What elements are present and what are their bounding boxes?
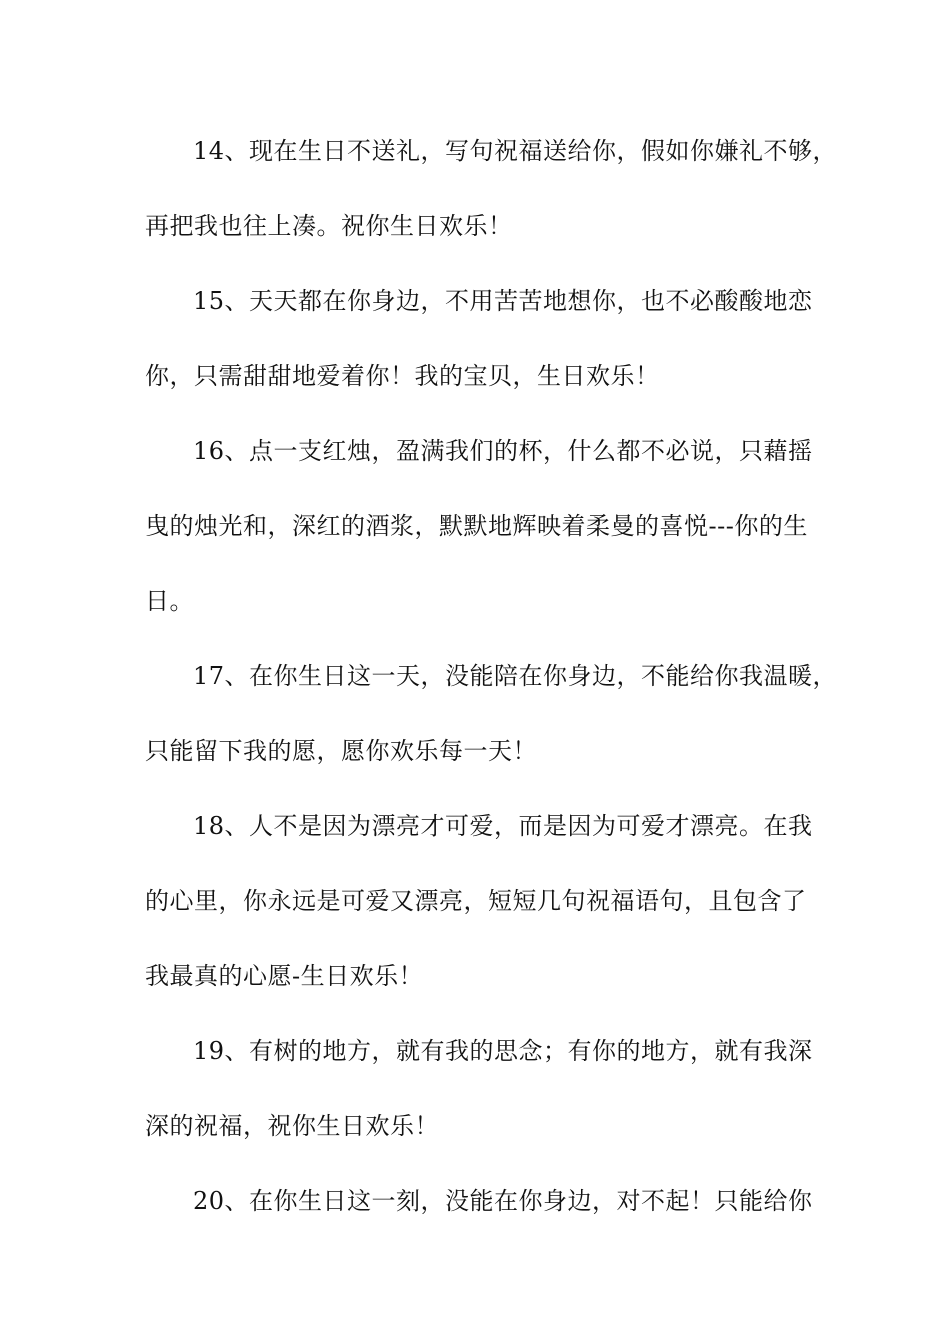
paragraph-14-line-1: 14、现在生日不送礼，写句祝福送给你，假如你嫌礼不够， <box>193 137 838 165</box>
paragraph-18-line-1: 18、人不是因为漂亮才可爱，而是因为可爱才漂亮。在我 <box>193 812 813 840</box>
paragraph-19-line-2: 深的祝福，祝你生日欢乐！ <box>145 1112 439 1140</box>
paragraph-14-line-2: 再把我也往上凑。祝你生日欢乐！ <box>145 212 513 240</box>
paragraph-15-line-2: 你，只需甜甜地爱着你！我的宝贝，生日欢乐！ <box>145 362 660 390</box>
paragraph-15-line-1: 15、天天都在你身边，不用苦苦地想你，也不必酸酸地恋 <box>193 287 813 315</box>
paragraph-18-line-3: 我最真的心愿-生日欢乐！ <box>145 962 424 990</box>
paragraph-20-line-1: 20、在你生日这一刻，没能在你身边，对不起！只能给你 <box>193 1187 813 1215</box>
paragraph-16-line-3: 日。 <box>145 587 194 615</box>
paragraph-18-line-2: 的心里，你永远是可爱又漂亮，短短几句祝福语句，且包含了 <box>145 887 807 915</box>
paragraph-16-line-1: 16、点一支红烛，盈满我们的杯，什么都不必说，只藉摇 <box>193 437 813 465</box>
paragraph-17-line-1: 17、在你生日这一天，没能陪在你身边，不能给你我温暖， <box>193 662 838 690</box>
paragraph-17-line-2: 只能留下我的愿，愿你欢乐每一天！ <box>145 737 537 765</box>
paragraph-16-line-2: 曳的烛光和，深红的酒浆，默默地辉映着柔曼的喜悦---你的生 <box>145 512 808 540</box>
paragraph-19-line-1: 19、有树的地方，就有我的思念；有你的地方，就有我深 <box>193 1037 813 1065</box>
